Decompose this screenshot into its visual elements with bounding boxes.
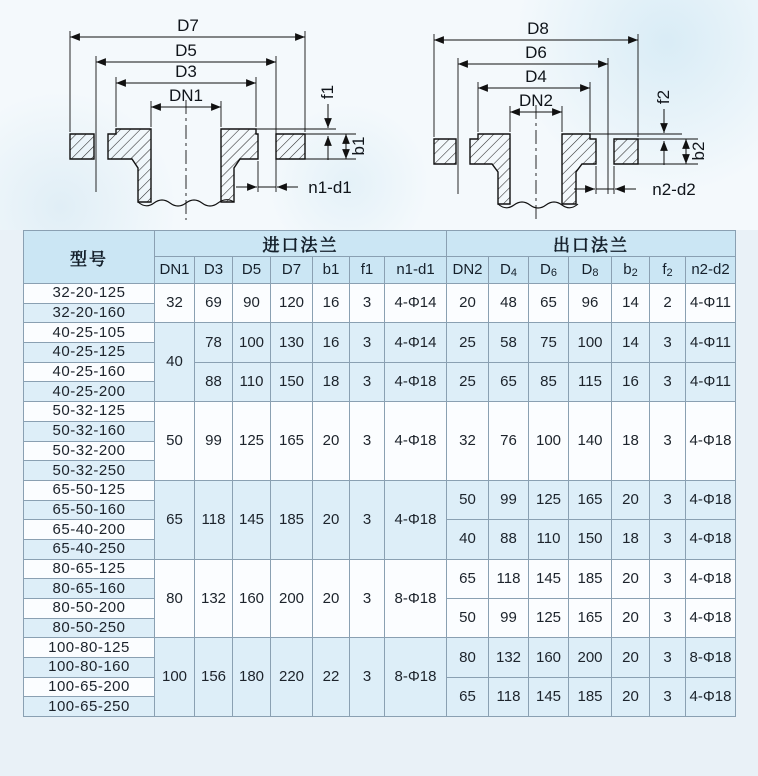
model-cell: 80-50-200 — [24, 599, 155, 619]
value-cell: 65 — [447, 559, 489, 598]
col-header-f1: f1 — [350, 257, 385, 284]
value-cell: 8-Φ18 — [686, 638, 736, 677]
value-cell: 20 — [612, 677, 650, 716]
model-cell: 100-80-160 — [24, 658, 155, 678]
value-cell: 40 — [155, 323, 195, 402]
value-cell: 50 — [155, 402, 195, 481]
inlet-flange-diagram — [8, 4, 372, 228]
dim-label-n1-d1: n1-d1 — [308, 178, 352, 197]
value-cell: 132 — [195, 559, 233, 638]
value-cell: 32 — [155, 284, 195, 323]
col-header-d6: $D_6$ — [529, 257, 569, 284]
value-cell: 3 — [650, 520, 686, 559]
value-cell: 48 — [489, 284, 529, 323]
value-cell: 14 — [612, 323, 650, 362]
value-cell: 20 — [313, 480, 350, 559]
col-header-f2: $f_2$ — [650, 257, 686, 284]
col-header-d8: $D_8$ — [569, 257, 612, 284]
value-cell: 16 — [612, 362, 650, 401]
value-cell: 100 — [529, 402, 569, 481]
value-cell: 100 — [233, 323, 271, 362]
value-cell: 185 — [271, 480, 313, 559]
value-cell: 4-Φ11 — [686, 284, 736, 323]
value-cell: 88 — [195, 362, 233, 401]
value-cell: 156 — [195, 638, 233, 717]
value-cell: 130 — [271, 323, 313, 362]
value-cell: 3 — [650, 480, 686, 519]
dim-label-dn1: DN1 — [168, 86, 204, 105]
value-cell: 150 — [569, 520, 612, 559]
value-cell: 78 — [195, 323, 233, 362]
value-cell: 8-Φ18 — [385, 559, 447, 638]
value-cell: 18 — [612, 402, 650, 481]
value-cell: 8-Φ18 — [385, 638, 447, 717]
col-header-d5: D5 — [233, 257, 271, 284]
value-cell: 16 — [313, 323, 350, 362]
dim-label-n2-d2: n2-d2 — [652, 180, 696, 199]
model-cell: 80-50-250 — [24, 618, 155, 638]
value-cell: 185 — [569, 559, 612, 598]
value-cell: 65 — [489, 362, 529, 401]
value-cell: 110 — [529, 520, 569, 559]
value-cell: 14 — [612, 284, 650, 323]
value-cell: 3 — [650, 362, 686, 401]
value-cell: 100 — [569, 323, 612, 362]
model-cell: 50-32-160 — [24, 421, 155, 441]
value-cell: 20 — [313, 559, 350, 638]
value-cell: 3 — [650, 323, 686, 362]
value-cell: 125 — [233, 402, 271, 481]
value-cell: 3 — [350, 323, 385, 362]
value-cell: 20 — [612, 480, 650, 519]
value-cell: 145 — [529, 677, 569, 716]
dim-label-b2: b2 — [689, 141, 708, 161]
outlet-flange-header: 出口法兰 — [447, 231, 736, 257]
value-cell: 3 — [350, 402, 385, 481]
value-cell: 76 — [489, 402, 529, 481]
value-cell: 4-Φ18 — [385, 362, 447, 401]
extension-lines — [70, 31, 356, 192]
value-cell: 120 — [271, 284, 313, 323]
value-cell: 3 — [350, 559, 385, 638]
dim-label-f2: f2 — [654, 89, 673, 105]
value-cell: 145 — [529, 559, 569, 598]
value-cell: 165 — [271, 402, 313, 481]
dim-label-d8: D8 — [527, 19, 549, 38]
value-cell: 180 — [233, 638, 271, 717]
value-cell: 125 — [529, 599, 569, 638]
dim-label-f1: f1 — [318, 84, 337, 100]
value-cell: 3 — [350, 638, 385, 717]
value-cell: 132 — [489, 638, 529, 677]
value-cell: 99 — [489, 599, 529, 638]
value-cell: 22 — [313, 638, 350, 717]
col-header-d4: $D_4$ — [489, 257, 529, 284]
value-cell: 58 — [489, 323, 529, 362]
model-cell: 40-25-125 — [24, 343, 155, 363]
model-cell: 80-65-160 — [24, 579, 155, 599]
value-cell: 75 — [529, 323, 569, 362]
value-cell: 3 — [650, 638, 686, 677]
value-cell: 4-Φ14 — [385, 323, 447, 362]
model-cell: 100-80-125 — [24, 638, 155, 658]
model-cell: 40-25-160 — [24, 362, 155, 382]
model-cell: 50-32-200 — [24, 441, 155, 461]
dim-label-d3: D3 — [175, 62, 197, 81]
value-cell: 4-Φ18 — [385, 402, 447, 481]
inlet-flange-header: 进口法兰 — [155, 231, 447, 257]
value-cell: 96 — [569, 284, 612, 323]
value-cell: 165 — [569, 599, 612, 638]
model-cell: 65-50-160 — [24, 500, 155, 520]
value-cell: 18 — [612, 520, 650, 559]
value-cell: 100 — [155, 638, 195, 717]
value-cell: 3 — [650, 559, 686, 598]
value-cell: 4-Φ11 — [686, 323, 736, 362]
value-cell: 118 — [195, 480, 233, 559]
value-cell: 115 — [569, 362, 612, 401]
value-cell: 20 — [313, 402, 350, 481]
value-cell: 65 — [447, 677, 489, 716]
col-header-dn1: DN1 — [155, 257, 195, 284]
flange-dimensions-table-wrapper — [23, 230, 736, 717]
col-header-b2: $b_2$ — [612, 257, 650, 284]
value-cell: 20 — [612, 599, 650, 638]
value-cell: 80 — [155, 559, 195, 638]
value-cell: 18 — [313, 362, 350, 401]
value-cell: 4-Φ18 — [686, 480, 736, 519]
col-header-d3: D3 — [195, 257, 233, 284]
col-header-dn2: DN2 — [447, 257, 489, 284]
value-cell: 20 — [612, 638, 650, 677]
value-cell: 99 — [195, 402, 233, 481]
value-cell: 65 — [529, 284, 569, 323]
flange-drawings-area — [0, 0, 758, 230]
value-cell: 3 — [350, 480, 385, 559]
value-cell: 118 — [489, 559, 529, 598]
col-header-n1-d1: n1-d1 — [385, 257, 447, 284]
model-cell: 40-25-105 — [24, 323, 155, 343]
model-cell: 50-32-250 — [24, 461, 155, 481]
value-cell: 88 — [489, 520, 529, 559]
model-cell: 40-25-200 — [24, 382, 155, 402]
model-cell: 80-65-125 — [24, 559, 155, 579]
value-cell: 4-Φ14 — [385, 284, 447, 323]
value-cell: 165 — [569, 480, 612, 519]
dimension-lines — [434, 40, 686, 189]
value-cell: 32 — [447, 402, 489, 481]
value-cell: 3 — [650, 599, 686, 638]
dim-label-dn2: DN2 — [518, 91, 554, 110]
value-cell: 85 — [529, 362, 569, 401]
value-cell: 80 — [447, 638, 489, 677]
value-cell: 150 — [271, 362, 313, 401]
value-cell: 200 — [271, 559, 313, 638]
value-cell: 4-Φ18 — [686, 559, 736, 598]
value-cell: 160 — [529, 638, 569, 677]
value-cell: 4-Φ11 — [686, 362, 736, 401]
col-header-b1: b1 — [313, 257, 350, 284]
model-cell: 65-50-125 — [24, 480, 155, 500]
outlet-flange-diagram — [386, 4, 750, 228]
value-cell: 3 — [350, 284, 385, 323]
dim-label-d6: D6 — [525, 43, 547, 62]
dim-label-d7: D7 — [177, 16, 199, 35]
value-cell: 4-Φ18 — [686, 402, 736, 481]
dim-label-d4: D4 — [525, 67, 547, 86]
model-cell: 100-65-200 — [24, 677, 155, 697]
col-header-n2-d2: n2-d2 — [686, 257, 736, 284]
value-cell: 16 — [313, 284, 350, 323]
flange-section-body — [70, 129, 305, 202]
value-cell: 20 — [447, 284, 489, 323]
value-cell: 160 — [233, 559, 271, 638]
model-cell: 100-65-250 — [24, 697, 155, 717]
value-cell: 50 — [447, 480, 489, 519]
value-cell: 20 — [612, 559, 650, 598]
value-cell: 4-Φ18 — [385, 480, 447, 559]
model-column-header: 型号 — [24, 231, 155, 284]
model-cell: 32-20-160 — [24, 303, 155, 323]
value-cell: 25 — [447, 323, 489, 362]
value-cell: 200 — [569, 638, 612, 677]
dim-label-d5: D5 — [175, 41, 197, 60]
value-cell: 90 — [233, 284, 271, 323]
value-cell: 65 — [155, 480, 195, 559]
value-cell: 40 — [447, 520, 489, 559]
value-cell: 145 — [233, 480, 271, 559]
value-cell: 185 — [569, 677, 612, 716]
value-cell: 4-Φ18 — [686, 520, 736, 559]
value-cell: 125 — [529, 480, 569, 519]
model-cell: 50-32-125 — [24, 402, 155, 422]
value-cell: 4-Φ18 — [686, 599, 736, 638]
value-cell: 140 — [569, 402, 612, 481]
model-cell: 65-40-250 — [24, 539, 155, 559]
value-cell: 220 — [271, 638, 313, 717]
flange-dimensions-table — [23, 230, 736, 717]
value-cell: 110 — [233, 362, 271, 401]
col-header-d7: D7 — [271, 257, 313, 284]
value-cell: 2 — [650, 284, 686, 323]
value-cell: 25 — [447, 362, 489, 401]
value-cell: 3 — [650, 677, 686, 716]
value-cell: 118 — [489, 677, 529, 716]
value-cell: 50 — [447, 599, 489, 638]
dim-label-b1: b1 — [349, 136, 368, 156]
value-cell: 4-Φ18 — [686, 677, 736, 716]
value-cell: 3 — [350, 362, 385, 401]
value-cell: 99 — [489, 480, 529, 519]
value-cell: 69 — [195, 284, 233, 323]
model-cell: 65-40-200 — [24, 520, 155, 540]
value-cell: 3 — [650, 402, 686, 481]
model-cell: 32-20-125 — [24, 284, 155, 304]
